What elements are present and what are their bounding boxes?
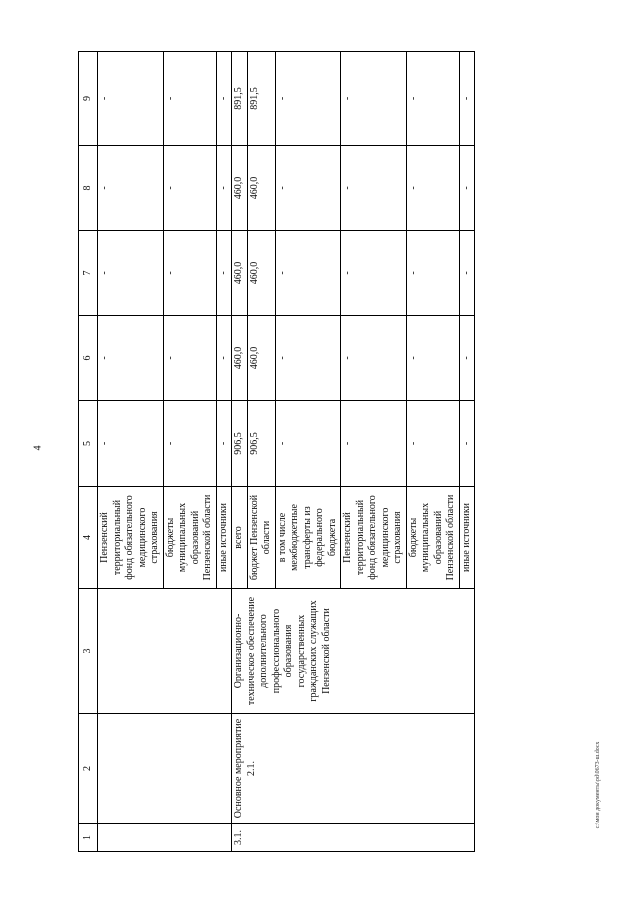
footer-file-path: c:\мои документы\pd\0673-ш.docx	[595, 741, 601, 829]
value-cell: -	[216, 316, 232, 401]
value-cell: -	[98, 52, 164, 146]
section-number: 3.1.	[232, 824, 475, 852]
funding-source: Пензенский территориальный фонд обязательного медицинского страхования	[341, 487, 407, 589]
value-cell: -	[406, 52, 459, 146]
value-cell: -	[459, 401, 475, 487]
value-cell: -	[275, 316, 341, 401]
header-cell: 7	[79, 231, 98, 316]
header-cell: 4	[79, 487, 98, 589]
value-cell: -	[216, 146, 232, 231]
value-cell: 460,0	[232, 231, 248, 316]
empty-cell	[98, 824, 232, 852]
financing-table	[78, 51, 475, 852]
table-row	[232, 52, 248, 852]
value-cell: -	[341, 52, 407, 146]
empty-cell	[98, 714, 232, 824]
value-cell: -	[459, 316, 475, 401]
value-cell: -	[406, 146, 459, 231]
table-row	[98, 52, 164, 852]
funding-source: бюджет Пензенской области	[247, 487, 275, 589]
header-cell: 3	[79, 589, 98, 714]
value-cell: -	[98, 401, 164, 487]
funding-source: в том числе межбюджетные трансферты из федерального бюджета	[275, 487, 341, 589]
funding-source: иные источники	[459, 487, 475, 589]
header-cell: 1	[79, 824, 98, 852]
value-cell: -	[459, 146, 475, 231]
table-header-row	[79, 52, 98, 852]
rotated-table-container	[78, 52, 588, 852]
value-cell: -	[216, 52, 232, 146]
value-cell: -	[216, 401, 232, 487]
value-cell: -	[275, 146, 341, 231]
value-cell: 460,0	[247, 146, 275, 231]
value-cell: -	[341, 146, 407, 231]
funding-source: бюджеты муниципальных образований Пензенской области	[163, 487, 216, 589]
funding-source: всего	[232, 487, 248, 589]
value-cell: -	[163, 146, 216, 231]
value-cell: -	[98, 146, 164, 231]
value-cell: 460,0	[232, 146, 248, 231]
value-cell: -	[341, 316, 407, 401]
value-cell: -	[341, 231, 407, 316]
value-cell: -	[341, 401, 407, 487]
value-cell: -	[275, 231, 341, 316]
value-cell: -	[163, 52, 216, 146]
value-cell: -	[98, 231, 164, 316]
header-cell: 2	[79, 714, 98, 824]
measure-description: Организационно-техническое обеспечение дополнительного профессионального образования государственных гражданских служащих Пензенской области	[232, 589, 475, 714]
value-cell: -	[163, 231, 216, 316]
header-cell: 5	[79, 401, 98, 487]
value-cell: -	[406, 231, 459, 316]
value-cell: -	[275, 401, 341, 487]
value-cell: -	[163, 316, 216, 401]
value-cell: 460,0	[232, 316, 248, 401]
value-cell: -	[98, 316, 164, 401]
value-cell: 891,5	[232, 52, 248, 146]
value-cell: 460,0	[247, 231, 275, 316]
funding-source: иные источники	[216, 487, 232, 589]
page-number: 4	[32, 445, 44, 451]
value-cell: 906,5	[232, 401, 248, 487]
value-cell: -	[275, 52, 341, 146]
measure-name: Основное мероприятие 2.1.	[232, 714, 475, 824]
funding-source: бюджеты муниципальных образований Пензенской области	[406, 487, 459, 589]
empty-cell	[98, 589, 232, 714]
header-cell: 8	[79, 146, 98, 231]
value-cell: -	[459, 231, 475, 316]
value-cell: 460,0	[247, 316, 275, 401]
header-cell: 6	[79, 316, 98, 401]
value-cell: 891,5	[247, 52, 275, 146]
value-cell: -	[459, 52, 475, 146]
header-cell: 9	[79, 52, 98, 146]
value-cell: -	[163, 401, 216, 487]
value-cell: -	[216, 231, 232, 316]
value-cell: 906,5	[247, 401, 275, 487]
value-cell: -	[406, 316, 459, 401]
value-cell: -	[406, 401, 459, 487]
funding-source: Пензенский территориальный фонд обязательного медицинского страхования	[98, 487, 164, 589]
